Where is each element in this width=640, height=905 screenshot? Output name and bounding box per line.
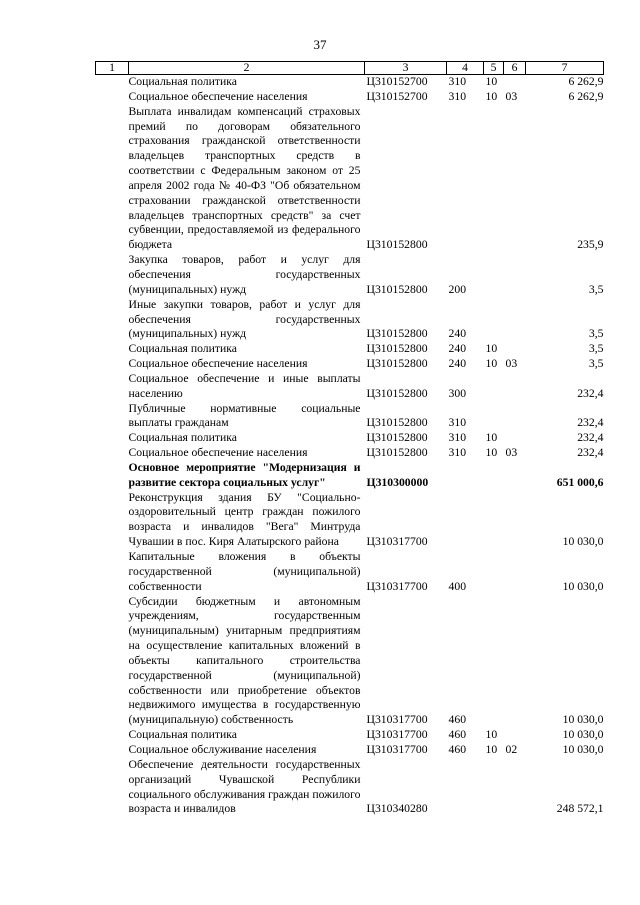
row-name: Социальное обеспечение населения [128,357,308,371]
row-code: Ц310317700 [366,579,428,593]
table-row [96,550,604,595]
row-name: Публичные нормативные социальные выплаты гражданам [128,401,361,430]
row-pr [504,595,526,729]
table-row [96,90,604,105]
row-code: Ц310152800 [366,386,428,400]
row-code: Ц310152800 [366,342,428,356]
row-rz: 10 [485,357,498,371]
row-rz: 10 [485,728,498,742]
row-pr [504,402,526,432]
row-code: Ц310300000 [366,475,429,489]
row-sum: 10 030,0 [562,579,604,593]
row-vr: 310 [448,431,467,445]
row-pr [504,728,526,743]
row-pr [504,105,526,253]
row-pr: 03 [505,357,518,371]
row-index-cell [96,90,129,105]
row-rz: 10 [485,446,498,460]
row-vr: 310 [448,89,467,103]
row-pr [504,758,526,817]
table-row [96,595,604,729]
row-code: Ц310317700 [366,535,428,549]
row-index-cell [96,105,129,253]
row-sum: 248 572,1 [556,802,604,816]
row-index-cell [96,446,129,461]
row-code: Ц310152800 [366,357,428,371]
row-vr [447,758,484,817]
row-rz [484,105,504,253]
row-index-cell [96,550,129,595]
row-vr: 460 [448,713,467,727]
row-rz [484,253,504,298]
row-sum: 6 262,9 [568,89,604,103]
row-vr [447,105,484,253]
row-rz: 10 [485,89,498,103]
row-index-cell [96,758,129,817]
row-vr: 240 [448,357,467,371]
row-pr [504,75,526,90]
row-code: Ц310152800 [366,327,428,341]
row-name: Социальное обеспечение населения [128,89,308,103]
row-name: Социальная политика [128,728,237,742]
row-rz: 10 [485,742,498,756]
row-name: Реконструкция здания БУ "Социально-оздоровительный центр граждан пожилого возраста и инвалидов "Вега" Минтруда Чувашии в пос. Киря Алатырского района [128,490,361,549]
row-code: Ц310152800 [366,282,428,296]
row-sum: 232,4 [577,431,604,445]
row-rz: 10 [485,75,498,88]
row-pr [504,431,526,446]
row-sum: 3,5 [588,327,604,341]
row-vr: 310 [448,416,467,430]
row-pr: 03 [505,89,518,103]
table-header-row [96,62,604,75]
table-row [96,372,604,402]
row-name: Социальное обеспечение населения [128,446,308,460]
row-name: Основное мероприятие "Модернизация и развитие сектора социальных услуг" [128,460,361,489]
row-code: Ц310317700 [366,728,428,742]
row-sum: 10 030,0 [562,728,604,742]
row-sum: 232,4 [577,416,604,430]
row-name: Субсидии бюджетным и автономным учреждениям, государственным (муниципальным) унитарным предприятиям на осуществление капитальных вложений в объекты капитального строительства государственной (муниципальной) собственности или приобретение объектов недвижимого имущества в государственную (муниципальную) собственность [128,594,361,727]
row-name: Социальная политика [128,342,237,356]
row-vr: 400 [448,579,467,593]
row-rz [484,758,504,817]
row-sum: 232,4 [577,386,604,400]
row-code: Ц310152800 [366,431,428,445]
table-row [96,105,604,253]
row-sum: 10 030,0 [562,535,604,549]
row-code: Ц310152800 [366,238,428,252]
row-index-cell [96,728,129,743]
row-pr [504,372,526,402]
row-pr [504,550,526,595]
page-number: 37 [313,37,327,52]
row-rz [484,402,504,432]
header-cell: 4 [447,62,484,75]
budget-table [95,61,604,817]
row-pr: 03 [505,446,518,460]
row-sum: 10 030,0 [562,742,604,756]
row-sum: 6 262,9 [568,75,604,88]
row-code: Ц310152700 [366,89,428,103]
row-vr: 460 [448,742,467,756]
table-row [96,402,604,432]
row-rz [484,550,504,595]
table-row [96,75,604,90]
row-pr [504,342,526,357]
header-cell: 7 [526,62,604,75]
header-cell: 1 [96,62,129,75]
row-vr: 310 [448,75,467,88]
row-vr: 240 [448,342,467,356]
row-name: Обеспечение деятельности государственных организаций Чувашской Республики социального обслуживания граждан пожилого возраста и инвалидов [128,757,361,816]
row-index-cell [96,253,129,298]
row-name: Капитальные вложения в объекты государственной (муниципальной) собственности [128,550,361,593]
table-row [96,728,604,743]
row-sum: 10 030,0 [562,713,604,727]
table-row [96,491,604,550]
row-pr [504,298,526,343]
row-sum: 3,5 [588,282,604,296]
header-cell: 3 [365,62,447,75]
row-name: Иные закупки товаров, работ и услуг для обеспечения государственных (муниципальных) нужд [128,297,361,341]
row-rz [484,372,504,402]
row-index-cell [96,491,129,550]
row-pr [504,253,526,298]
row-code: Ц310317700 [366,713,428,727]
table-row [96,743,604,758]
row-vr: 300 [448,386,467,400]
row-index-cell [96,75,129,90]
row-vr: 460 [448,728,467,742]
table-body [96,75,604,818]
row-vr [447,491,484,550]
row-index-cell [96,595,129,729]
row-pr [504,461,526,491]
row-index-cell [96,342,129,357]
table-row [96,446,604,461]
table-row [96,431,604,446]
row-index-cell [96,743,129,758]
row-name: Социальное обеспечение и иные выплаты населению [128,371,361,400]
table-row [96,357,604,372]
row-name: Выплата инвалидам компенсаций страховых премий по договорам обязательного страхования гражданской ответственности владельцев транспортных средств в соответствии с Федеральным законом от 25 апреля 2002 года № 40-ФЗ "Об обязательном страховании гражданской ответственности владельцев транспортных средств" за счет субвенции, предоставляемой из федерального бюджета [128,104,361,252]
row-rz [484,298,504,343]
row-code: Ц310340280 [366,802,428,816]
row-name: Социальная политика [128,75,237,88]
row-index-cell [96,298,129,343]
row-index-cell [96,461,129,491]
row-index-cell [96,431,129,446]
row-rz: 10 [485,431,498,445]
row-index-cell [96,402,129,432]
row-sum: 235,9 [577,238,604,252]
row-rz [484,595,504,729]
row-vr [447,461,484,491]
table-row [96,461,604,491]
row-code: Ц310152700 [366,75,428,88]
row-name: Закупка товаров, работ и услуг для обеспечения государственных (муниципальных) нужд [128,253,361,296]
row-sum: 651 000,6 [556,475,604,489]
row-name: Социальная политика [128,431,237,445]
header-cell: 6 [504,62,526,75]
row-vr: 200 [448,282,467,296]
row-code: Ц310152800 [366,446,428,460]
table-row [96,758,604,817]
row-vr: 240 [448,327,467,341]
row-vr: 310 [448,446,467,460]
row-rz [484,491,504,550]
row-index-cell [96,357,129,372]
row-rz [484,461,504,491]
row-sum: 3,5 [588,357,604,371]
row-sum: 3,5 [588,342,604,356]
row-index-cell [96,372,129,402]
row-code: Ц310152800 [366,416,428,430]
header-cell: 2 [129,62,365,75]
table-row [96,298,604,343]
row-code: Ц310317700 [366,742,428,756]
table-row [96,342,604,357]
row-rz: 10 [485,342,498,356]
row-pr: 02 [505,742,518,756]
header-cell: 5 [484,62,504,75]
table-row [96,253,604,298]
row-name: Социальное обслуживание населения [128,742,317,756]
row-pr [504,491,526,550]
row-sum: 232,4 [577,446,604,460]
